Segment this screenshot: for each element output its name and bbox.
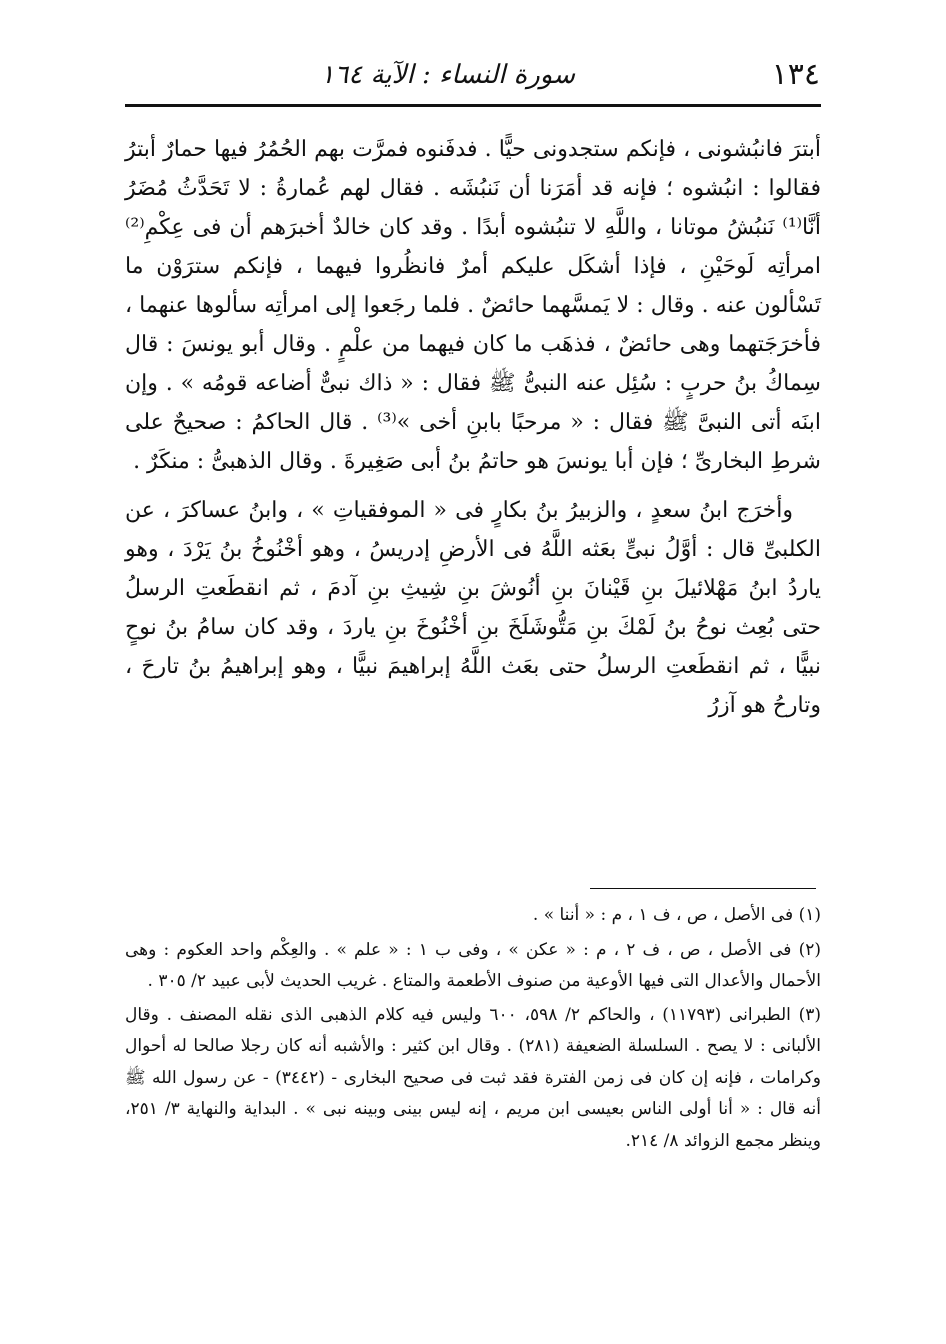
running-title: سورة النساء : الآية ١٦٤	[320, 60, 575, 90]
header-divider	[125, 104, 821, 107]
footnote-divider	[590, 888, 816, 889]
footnote-2: (٢) فى الأصل ، ص ، ف ٢ ، م : « عكن » ، وفى ب ١ : « علم » . والعِكْم واحد العكوم : وهى الأحمال والأعدال التى فيها الأوعية من صنوف الأطعمة والمتاع . غريب الحديث لأبى عبيد ٢/ ٣٠٥ .	[125, 939, 821, 991]
body-paragraph: وأخرَج ابنُ سعدٍ ، والزبيرُ بنُ بكارٍ فى « الموفقياتِ » ، وابنُ عساكرَ ، عن الكلبىِّ قال : أوَّلُ نبىٍّ بعَثه اللَّهُ فى الأرضِ إدريسُ ، وهو أخْنُوخُ بنُ يَرْدَ ، وهو ياردُ ابنُ مَهْلائيلَ بنِ قَيْنانَ بنِ أنُوشَ بنِ شِيثِ بنِ آدمَ ، ثم انقطَعتِ الرسلُ حتى بُعِث نوحُ بنُ لَمْكَ بنِ مَتُّوشَلَخَ بنِ أخْنُوخَ بنِ ياردَ ، وقد كان سامُ بنُ نوحٍ نبيًّا ، ثم انقطَعتِ الرسلُ حتى بعَث اللَّهُ إبراهيمَ نبيًّا ، وهو إبراهيمُ بنُ تارحَ ، وتارحُ هو آزرُ	[125, 498, 821, 718]
body-paragraph: أبترَ فانبُشونى ، فإنكم ستجدونى حيًّا . فدفَنوه فمرَّت بهم الحُمُرُ فيها حمارٌ أبترُ فقالوا : انبُشوه ؛ فإنه قد أمَرَنا أن نَنبُشَه . فقال لهم عُمارةُ : لا تَحَدَّثُ مُضَرُ أنَّا⁽¹⁾ نَنبُشُ موتانا ، واللَّهِ لا تنبُشوه أبدًا . وقد كان خالدٌ أخبرَهم أن فى عِكْمِ⁽²⁾ امرأتِه لَوحَيْنِ ، فإذا أشكَل عليكم أمرٌ فانظُروا فيهما ، فإنكم سترَوْن ما تَسْألون عنه . وقال : لا يَمسَّهما حائضٌ . فلما رجَعوا إلى امرأتِه سألوها عنهما ، فأخرَجَتهما وهى حائضٌ ، فذهَب ما كان فيهما من علْمٍ . وقال أبو يونسَ : قال سِماكُ بنُ حربٍ : سُئِل عنه النبىُّ ﷺ فقال : « ذاك نبىٌّ أضاعه قومُه » . وإن ابنَه أتى النبىَّ ﷺ فقال : « مرحبًا بابنِ أخى »⁽³⁾ . قال الحاكمُ : صحيحٌ على شرطِ البخارىِّ ؛ فإن أبا يونسَ هو حاتمُ بنُ أبى صَغِيرةَ . وقال الذهبىُّ : منكَرٌ .	[125, 137, 822, 474]
page-header	[130, 55, 820, 99]
main-text	[125, 130, 821, 725]
page-number: ١٣٤	[771, 57, 820, 92]
footnote-3: (٣) الطبرانى (١١٧٩٣) ، والحاكم ٢/ ٥٩٨، ٦٠٠ وليس فيه كلام الذهبى الذى نقله المصنف . وقال الألبانى : لا يصح . السلسلة الضعيفة (٢٨١) . وقال ابن كثير : والأشبه أنه كان رجلا صالحا له أحوال وكرامات ، فإنه إن كان فى زمن الفترة فقد ثبت فى صحيح البخارى - (٣٤٤٢) - عن رسول الله ﷺ أنه قال : « أنا أولى الناس بعيسى ابن مريم ، إنه ليس بينى وبينه نبى » . البداية والنهاية ٣/ ٢٥١، وينظر مجمع الزوائد ٨/ ٢١٤.	[125, 1004, 822, 1151]
footnotes	[125, 900, 821, 1157]
footnote-1: (١) فى الأصل ، ص ، ف ١ ، م : « أننا » .	[532, 905, 821, 925]
